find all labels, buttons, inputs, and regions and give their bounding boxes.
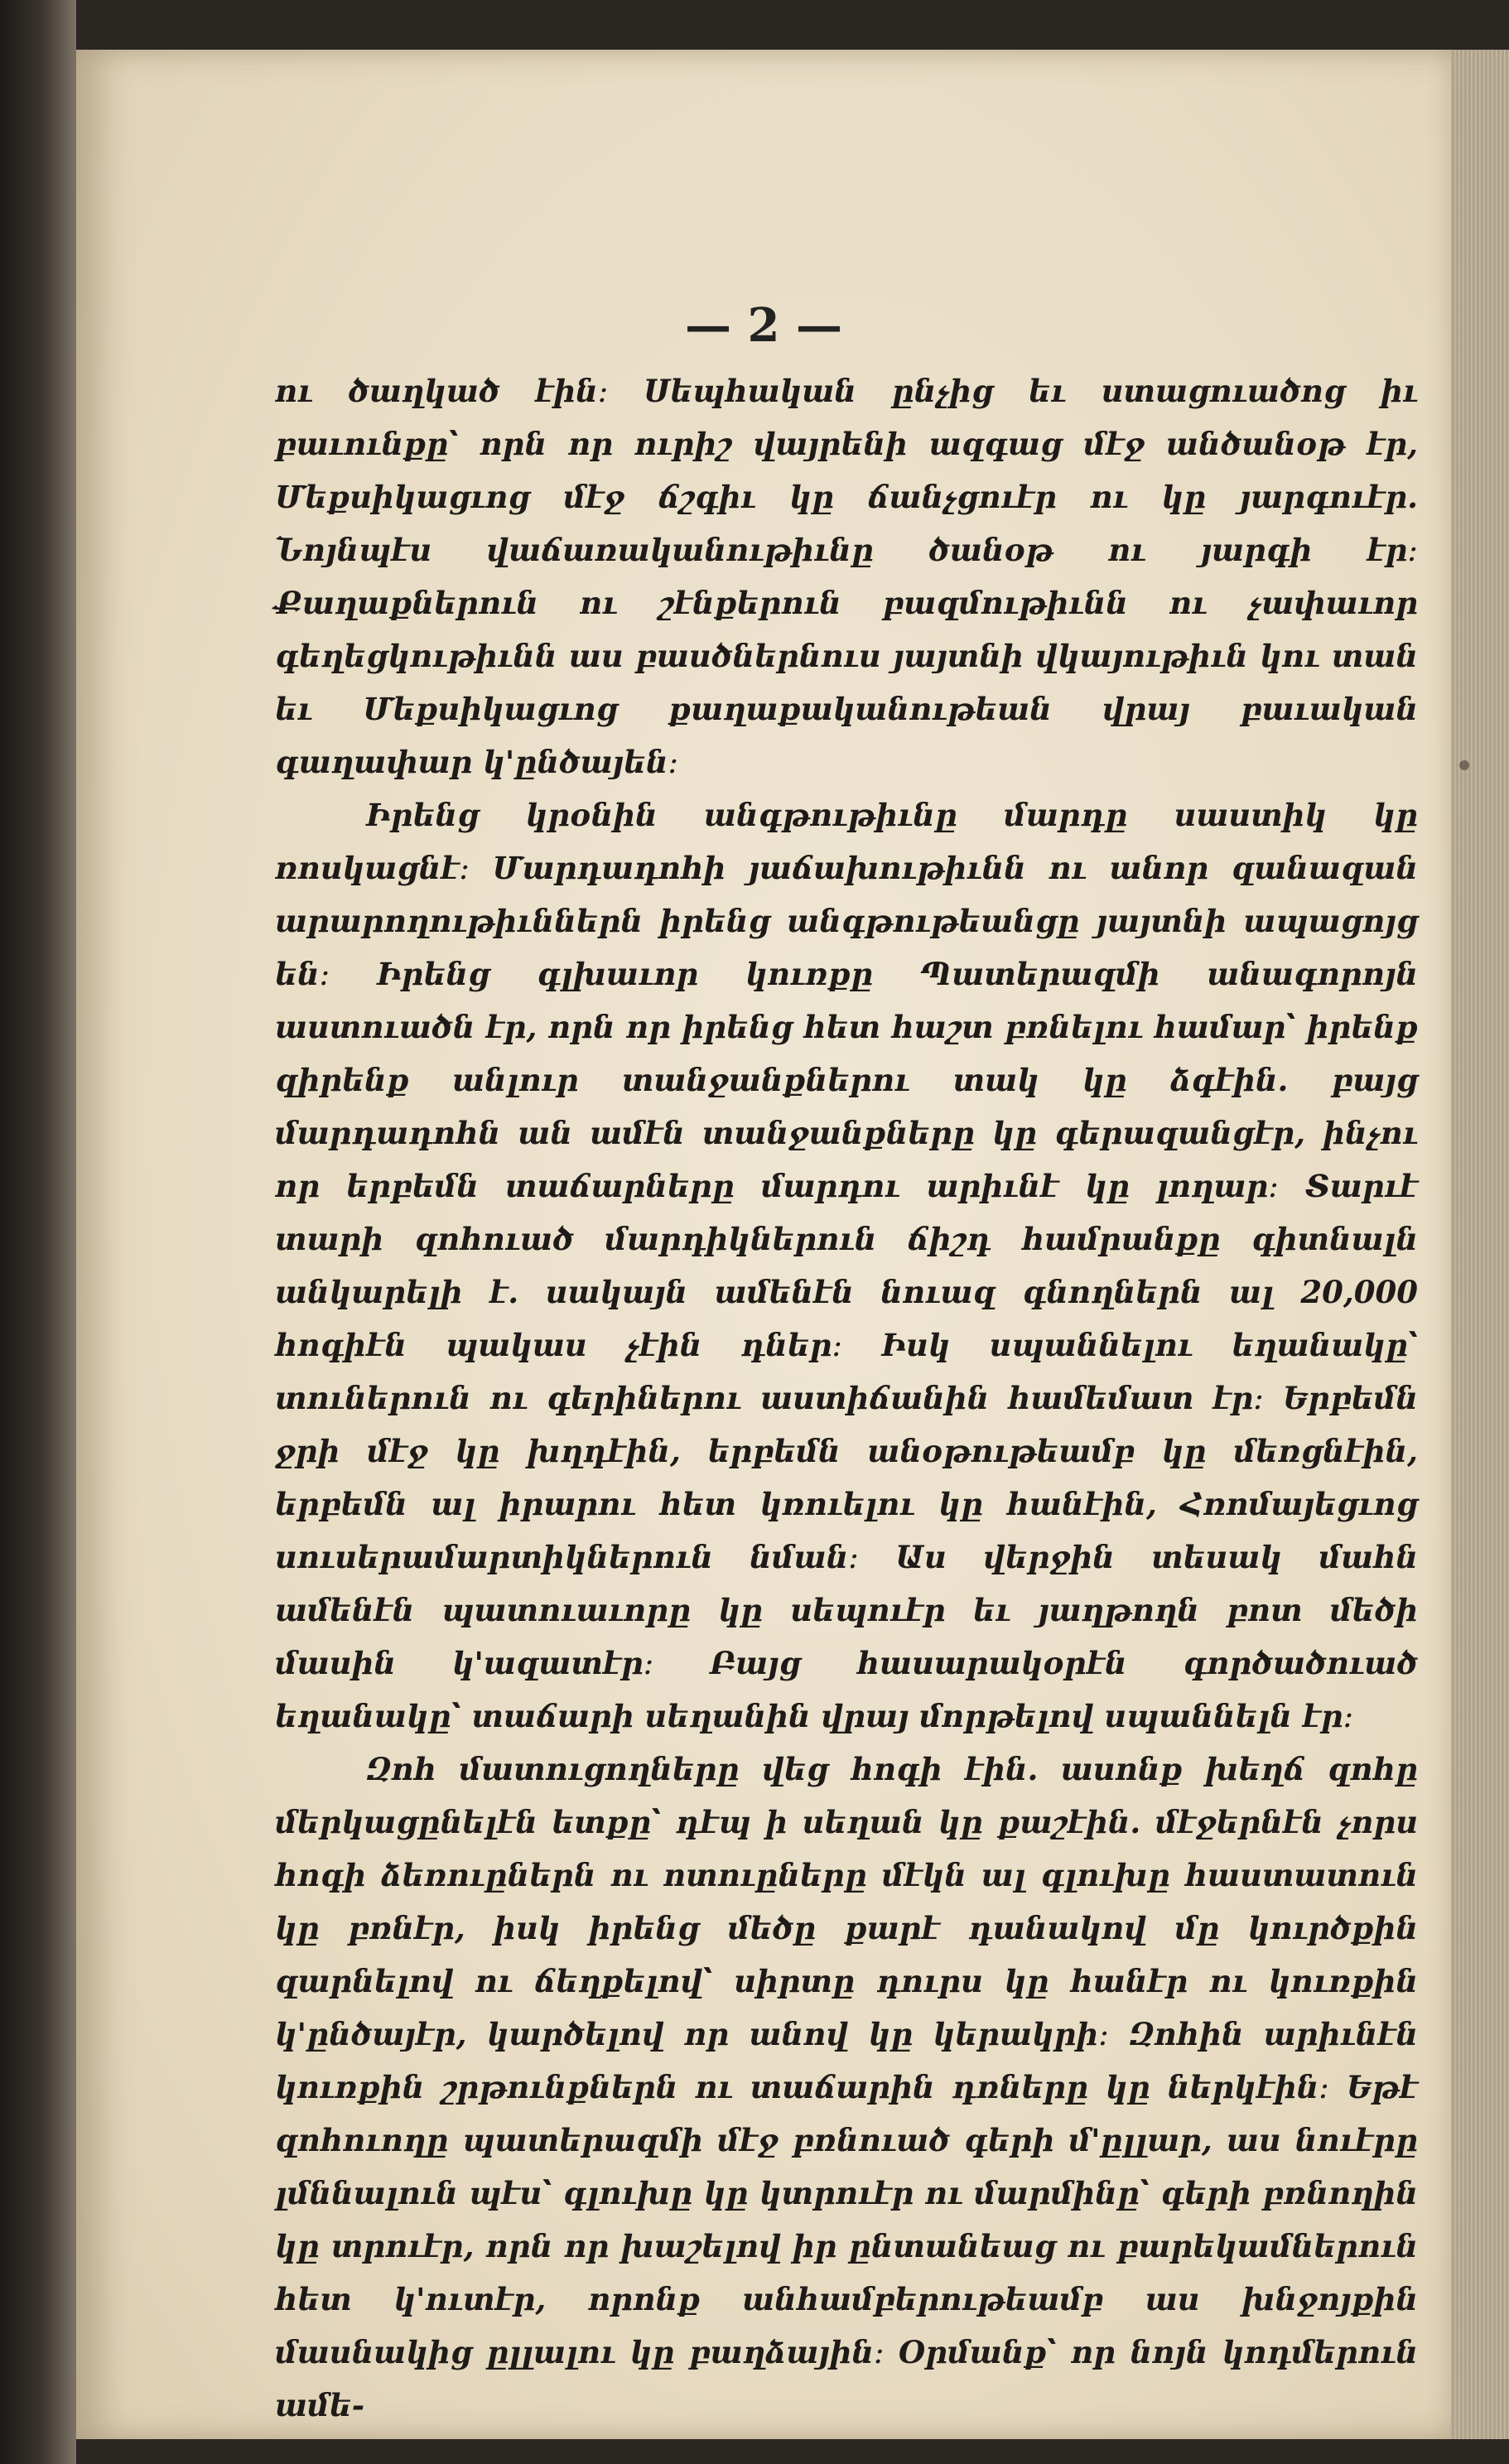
- book-page: [76, 50, 1451, 2439]
- paragraph-2: Իրենց կրօնին անգթութիւնը մարդը սաստիկ կը ռոսկացնէ։ Մարդադոհի յաճախութիւնն ու անոր զանազան արարողութիւններն իրենց անգթութեանցը յայտնի ապացոյց են։ Իրենց գլխաւոր կուռքը Պատերազմի անագորոյն աստուածն էր, որն որ իրենց հետ հաշտ բռնելու համար՝ իրենք զիրենք անլուր տանջանքներու տակ կը ձգէին. բայց մարդադոհն ան ամէն տանջանքները կը գերազանցէր, ինչու որ երբեմն տաճարները մարդու արիւնէ կը լողար։ Տարւէ տարի զոհուած մարդիկներուն ճիշդ համրանքը գիտնալն անկարելի է. սակայն ամենէն նուազ գնողներն ալ 20,000 հոգիէն պակաս չէին դներ։ Իսկ սպաննելու եղանակը՝ տուներուն ու գերիներու աստիճանին համեմատ էր։ Երբեմն ջրի մէջ կը խղդէին, երբեմն անօթութեամբ կը մեռցնէին, երբեմն ալ իրարու հետ կռուելու կը հանէին, Հռոմայեցւոց սուսերամարտիկներուն նման։ Աս վերջին տեսակ մահն ամենէն պատուաւորը կը սեպուէր եւ յաղթողն բոտ մեծի մասին կ'ազատէր։ Բայց հասարակօրէն գործածուած եղանակը՝ տաճարի սեղանին վրայ մորթելով սպաննելն էր։: [275, 797, 1418, 1734]
- body-text: [275, 364, 1418, 2432]
- paragraph-3: Զոհ մատուցողները վեց հոգի էին. ասոնք խեղճ զոհը մերկացընելէն ետքը՝ դէպ ի սեղան կը քաշէին. մէջերնէն չորս հոգի ձեռուըներն ու ոտուըները մէկն ալ գլուխը հաստատուն կը բռնէր, իսկ իրենց մեծը քարէ դանակով մը կուրծքին զարնելով ու ճեղքելով՝ սիրտը դուրս կը հանէր ու կուռքին կ'ընծայէր, կարծելով որ անով կը կերակրի։ Զոհին արիւնէն կուռքին շրթունքներն ու տաճարին դռները կը ներկէին։ Եթէ զոհուողը պատերազմի մէջ բռնուած գերի մ'ըլլար, աս նուէրը լմննալուն պէս՝ գլուխը կը կտրուէր ու մարմինը՝ գերի բռնողին կը տրուէր, որն որ խաշելով իր ընտանեաց ու բարեկամներուն հետ կ'ուտէր, որոնք անհամբերութեամբ աս խնջոյքին մասնակից ըլլալու կը բաղձային։ Օրմանք՝ որ նոյն կոդմերուն ամե-: [275, 1751, 1418, 2423]
- page-edges: [1451, 50, 1509, 2439]
- paragraph-1: ու ծաղկած էին։ Սեպհական ընչից եւ ստացուածոց իւ բաւունքը՝ որն որ ուրիշ վայրենի ազգաց մէջ անծանօթ էր, Մեքսիկացւոց մէջ ճշգիւ կը ճանչցուէր ու կը յարգուէր. Նոյնպէս վաճառականութիւնը ծանօթ ու յարգի էր։ Քաղաքներուն ու շէնքերուն բազմութիւնն ու չափաւոր գեղեցկութիւնն աս բասծներնուս յայտնի վկայութիւն կու տան եւ Մեքսիկացւոց քաղաքականութեան վրայ բաւական գաղափար կ'ընծայեն։: [275, 373, 1418, 780]
- book-spine: [0, 0, 76, 2464]
- ink-spot: [1459, 760, 1469, 770]
- page-number: — 2 —: [685, 298, 842, 353]
